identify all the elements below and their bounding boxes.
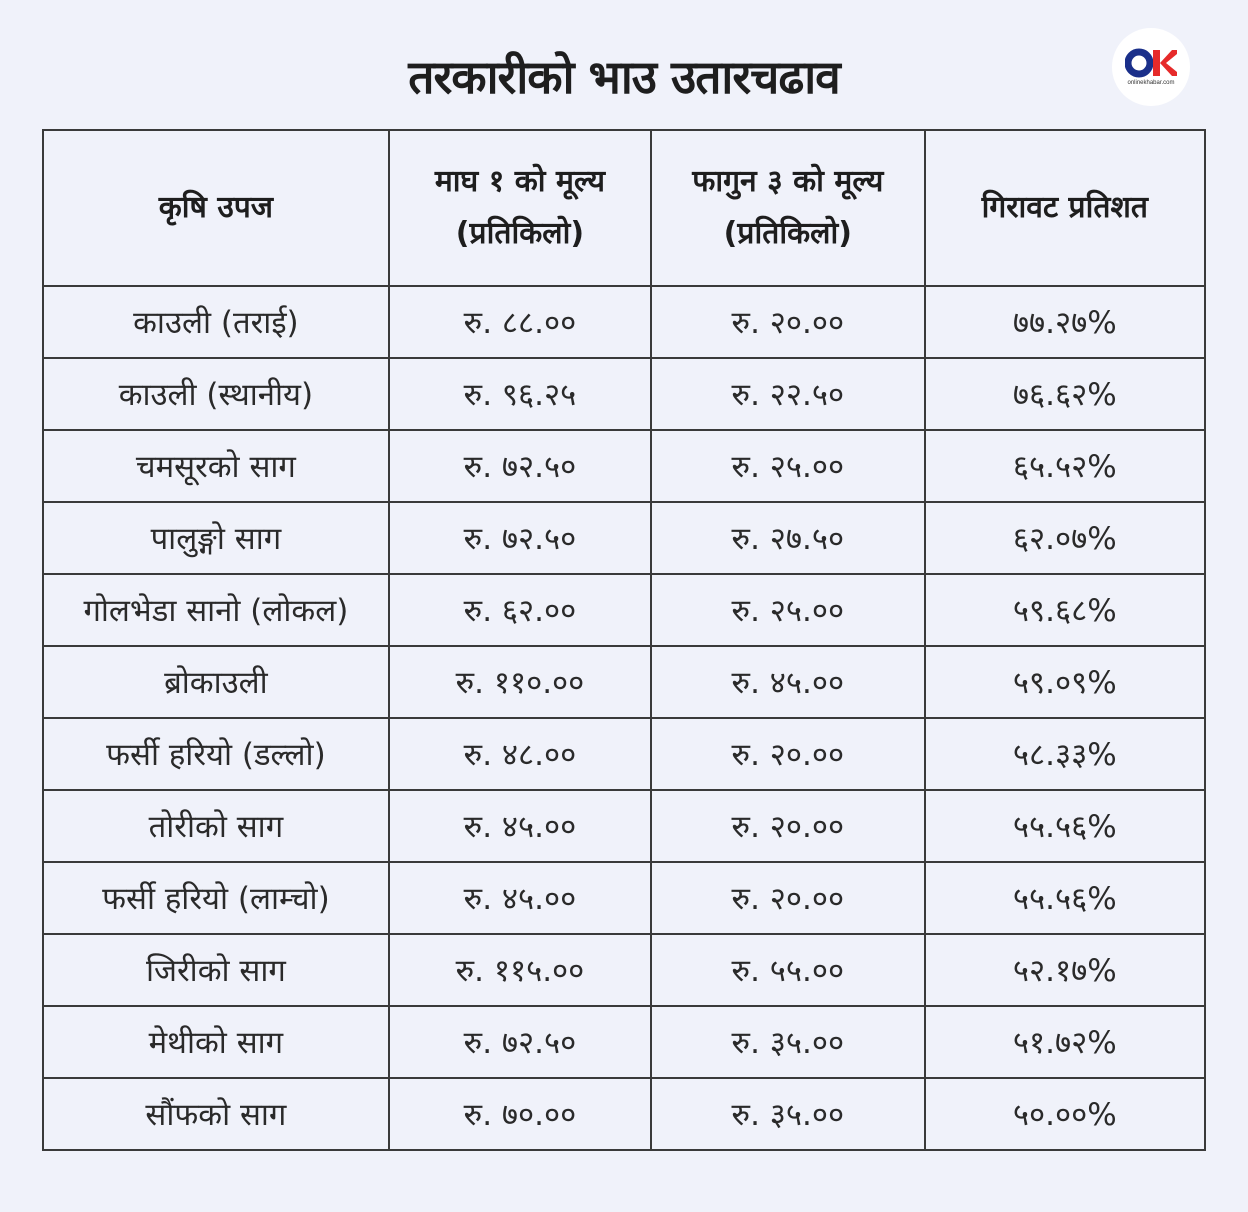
falgun-price-cell: रु. ३५.०० <box>651 1078 924 1150</box>
decline-percent-cell: ७७.२७% <box>925 286 1205 358</box>
crop-cell: मेथीको साग <box>43 1006 389 1078</box>
header-decline-percent <box>925 130 1205 286</box>
crop-cell: सौंफको साग <box>43 1078 389 1150</box>
header-line1: माघ १ को मूल्य <box>434 164 606 199</box>
crop-cell: जिरीको साग <box>43 934 389 1006</box>
crop-cell: तोरीको साग <box>43 790 389 862</box>
crop-cell: काउली (तराई) <box>43 286 389 358</box>
decline-percent-cell: ६२.०७% <box>925 502 1205 574</box>
decline-percent-cell: ५५.५६% <box>925 790 1205 862</box>
decline-percent-cell: ५१.७२% <box>925 1006 1205 1078</box>
magh-price-cell: रु. ७२.५० <box>389 502 651 574</box>
decline-percent-cell: ६५.५२% <box>925 430 1205 502</box>
table-row <box>43 862 1205 934</box>
magh-price-cell: रु. ९६.२५ <box>389 358 651 430</box>
falgun-price-cell: रु. २०.०० <box>651 718 924 790</box>
decline-percent-cell: ५५.५६% <box>925 862 1205 934</box>
falgun-price-cell: रु. २०.०० <box>651 286 924 358</box>
header-line2: (प्रतिकिलो) <box>723 216 852 251</box>
logo-text: onlinekhabar.com <box>1127 80 1175 86</box>
price-table <box>42 129 1206 1151</box>
falgun-price-cell: रु. २७.५० <box>651 502 924 574</box>
magh-price-cell: रु. ११५.०० <box>389 934 651 1006</box>
table-header-row <box>43 130 1205 286</box>
falgun-price-cell: रु. २५.०० <box>651 574 924 646</box>
page-title: तरकारीको भाउ उतारचढाव <box>408 50 840 104</box>
table-row <box>43 646 1205 718</box>
decline-percent-cell: ५८.३३% <box>925 718 1205 790</box>
falgun-price-cell: रु. २०.०० <box>651 790 924 862</box>
table-body <box>43 286 1205 1150</box>
table-row <box>43 286 1205 358</box>
header-line2: (प्रतिकिलो) <box>455 216 585 251</box>
header-line1: गिरावट प्रतिशत <box>981 190 1148 225</box>
table-row <box>43 1078 1205 1150</box>
crop-cell: फर्सी हरियो (लाम्चो) <box>43 862 389 934</box>
magh-price-cell: रु. ७०.०० <box>389 1078 651 1150</box>
magh-price-cell: रु. ४८.०० <box>389 718 651 790</box>
decline-percent-cell: ५२.१७% <box>925 934 1205 1006</box>
decline-percent-cell: ५९.०९% <box>925 646 1205 718</box>
magh-price-cell: रु. ६२.०० <box>389 574 651 646</box>
falgun-price-cell: रु. ५५.०० <box>651 934 924 1006</box>
crop-cell: काउली (स्थानीय) <box>43 358 389 430</box>
table-row <box>43 1006 1205 1078</box>
magh-price-cell: रु. ४५.०० <box>389 862 651 934</box>
header-line1: कृषि उपज <box>158 190 274 225</box>
magh-price-cell: रु. ११०.०० <box>389 646 651 718</box>
table-row <box>43 790 1205 862</box>
falgun-price-cell: रु. ४५.०० <box>651 646 924 718</box>
decline-percent-cell: ५९.६८% <box>925 574 1205 646</box>
header-magh-price <box>389 130 651 286</box>
falgun-price-cell: रु. ३५.०० <box>651 1006 924 1078</box>
magh-price-cell: रु. ७२.५० <box>389 430 651 502</box>
header-falgun-price <box>651 130 924 286</box>
crop-cell: फर्सी हरियो (डल्लो) <box>43 718 389 790</box>
table-row <box>43 358 1205 430</box>
falgun-price-cell: रु. २५.०० <box>651 430 924 502</box>
crop-cell: चमसूरको साग <box>43 430 389 502</box>
table-row <box>43 718 1205 790</box>
crop-cell: गोलभेडा सानो (लोकल) <box>43 574 389 646</box>
decline-percent-cell: ७६.६२% <box>925 358 1205 430</box>
magh-price-cell: रु. ८८.०० <box>389 286 651 358</box>
crop-cell: ब्रोकाउली <box>43 646 389 718</box>
header-crop <box>43 130 389 286</box>
table-row <box>43 574 1205 646</box>
table-row <box>43 934 1205 1006</box>
falgun-price-cell: रु. २२.५० <box>651 358 924 430</box>
crop-cell: पालुङ्गो साग <box>43 502 389 574</box>
onlinekhabar-logo-icon <box>1125 47 1177 79</box>
decline-percent-cell: ५०.००% <box>925 1078 1205 1150</box>
falgun-price-cell: रु. २०.०० <box>651 862 924 934</box>
table-row <box>43 502 1205 574</box>
onlinekhabar-logo <box>1112 28 1190 106</box>
magh-price-cell: रु. ४५.०० <box>389 790 651 862</box>
table-row <box>43 430 1205 502</box>
magh-price-cell: रु. ७२.५० <box>389 1006 651 1078</box>
header-line1: फागुन ३ को मूल्य <box>692 164 884 199</box>
